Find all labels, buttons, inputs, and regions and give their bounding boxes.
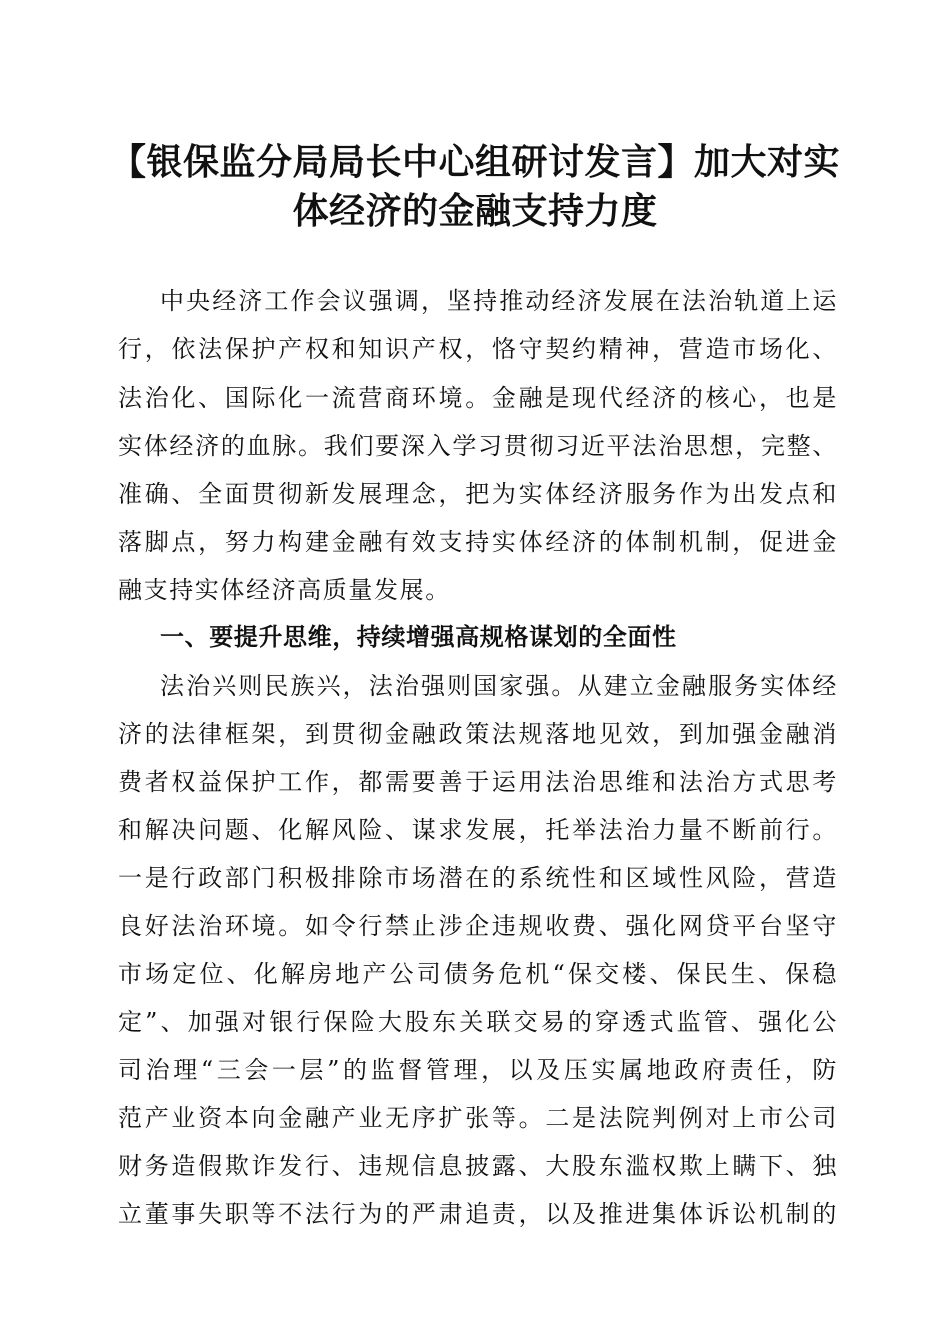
intro-line-3: 法治化、国际化一流营商环境。金融是现代经济的核心，也是 xyxy=(118,384,838,412)
intro-line-7: 融支持实体经济高质量发展。 xyxy=(118,576,451,604)
section1-line-3: 费者权益保护工作，都需要善于运用法治思维和法治方式思考 xyxy=(118,768,838,796)
section1-line-12: 立董事失职等不法行为的严肃追责，以及推进集体诉讼机制的 xyxy=(118,1200,838,1228)
section1-line-1: 法治兴则民族兴，法治强则国家强。从建立金融服务实体经 xyxy=(160,672,838,700)
section1-line-11: 财务造假欺诈发行、违规信息披露、大股东滥权欺上瞒下、独 xyxy=(118,1152,838,1180)
section1-line-4: 和解决问题、化解风险、谋求发展，托举法治力量不断前行。 xyxy=(118,816,838,844)
intro-line-5: 准确、全面贯彻新发展理念，把为实体经济服务作为出发点和 xyxy=(118,480,838,508)
section-heading-1: 一、要提升思维，持续增强高规格谋划的全面性 xyxy=(160,623,677,651)
intro-line-2: 行，依法保护产权和知识产权，恪守契约精神，营造市场化、 xyxy=(118,335,838,363)
intro-line-6: 落脚点，努力构建金融有效支持实体经济的体制机制，促进金 xyxy=(118,528,838,556)
section1-line-6: 良好法治环境。如令行禁止涉企违规收费、强化网贷平台坚守 xyxy=(118,912,838,940)
intro-line-4: 实体经济的血脉。我们要深入学习贯彻习近平法治思想，完整、 xyxy=(118,432,838,460)
section1-line-10: 范产业资本向金融产业无序扩张等。二是法院判例对上市公司 xyxy=(118,1104,838,1132)
title-line-1: 【银保监分局局长中心组研讨发言】加大对实 xyxy=(109,141,840,183)
document-title xyxy=(100,138,850,236)
section1-line-8: 定”、加强对银行保险大股东关联交易的穿透式监管、强化公 xyxy=(118,1008,838,1036)
section1-line-7: 市场定位、化解房地产公司债务危机“保交楼、保民生、保稳 xyxy=(118,960,838,988)
section1-line-2: 济的法律框架，到贯彻金融政策法规落地见效，到加强金融消 xyxy=(118,720,838,748)
section1-line-9: 司治理“三会一层”的监督管理，以及压实属地政府责任，防 xyxy=(118,1056,838,1084)
section1-line-5: 一是行政部门积极排除市场潜在的系统性和区域性风险，营造 xyxy=(118,864,838,892)
intro-line-1: 中央经济工作会议强调，坚持推动经济发展在法治轨道上运 xyxy=(160,287,838,315)
title-line-2: 体经济的金融支持力度 xyxy=(292,190,658,232)
